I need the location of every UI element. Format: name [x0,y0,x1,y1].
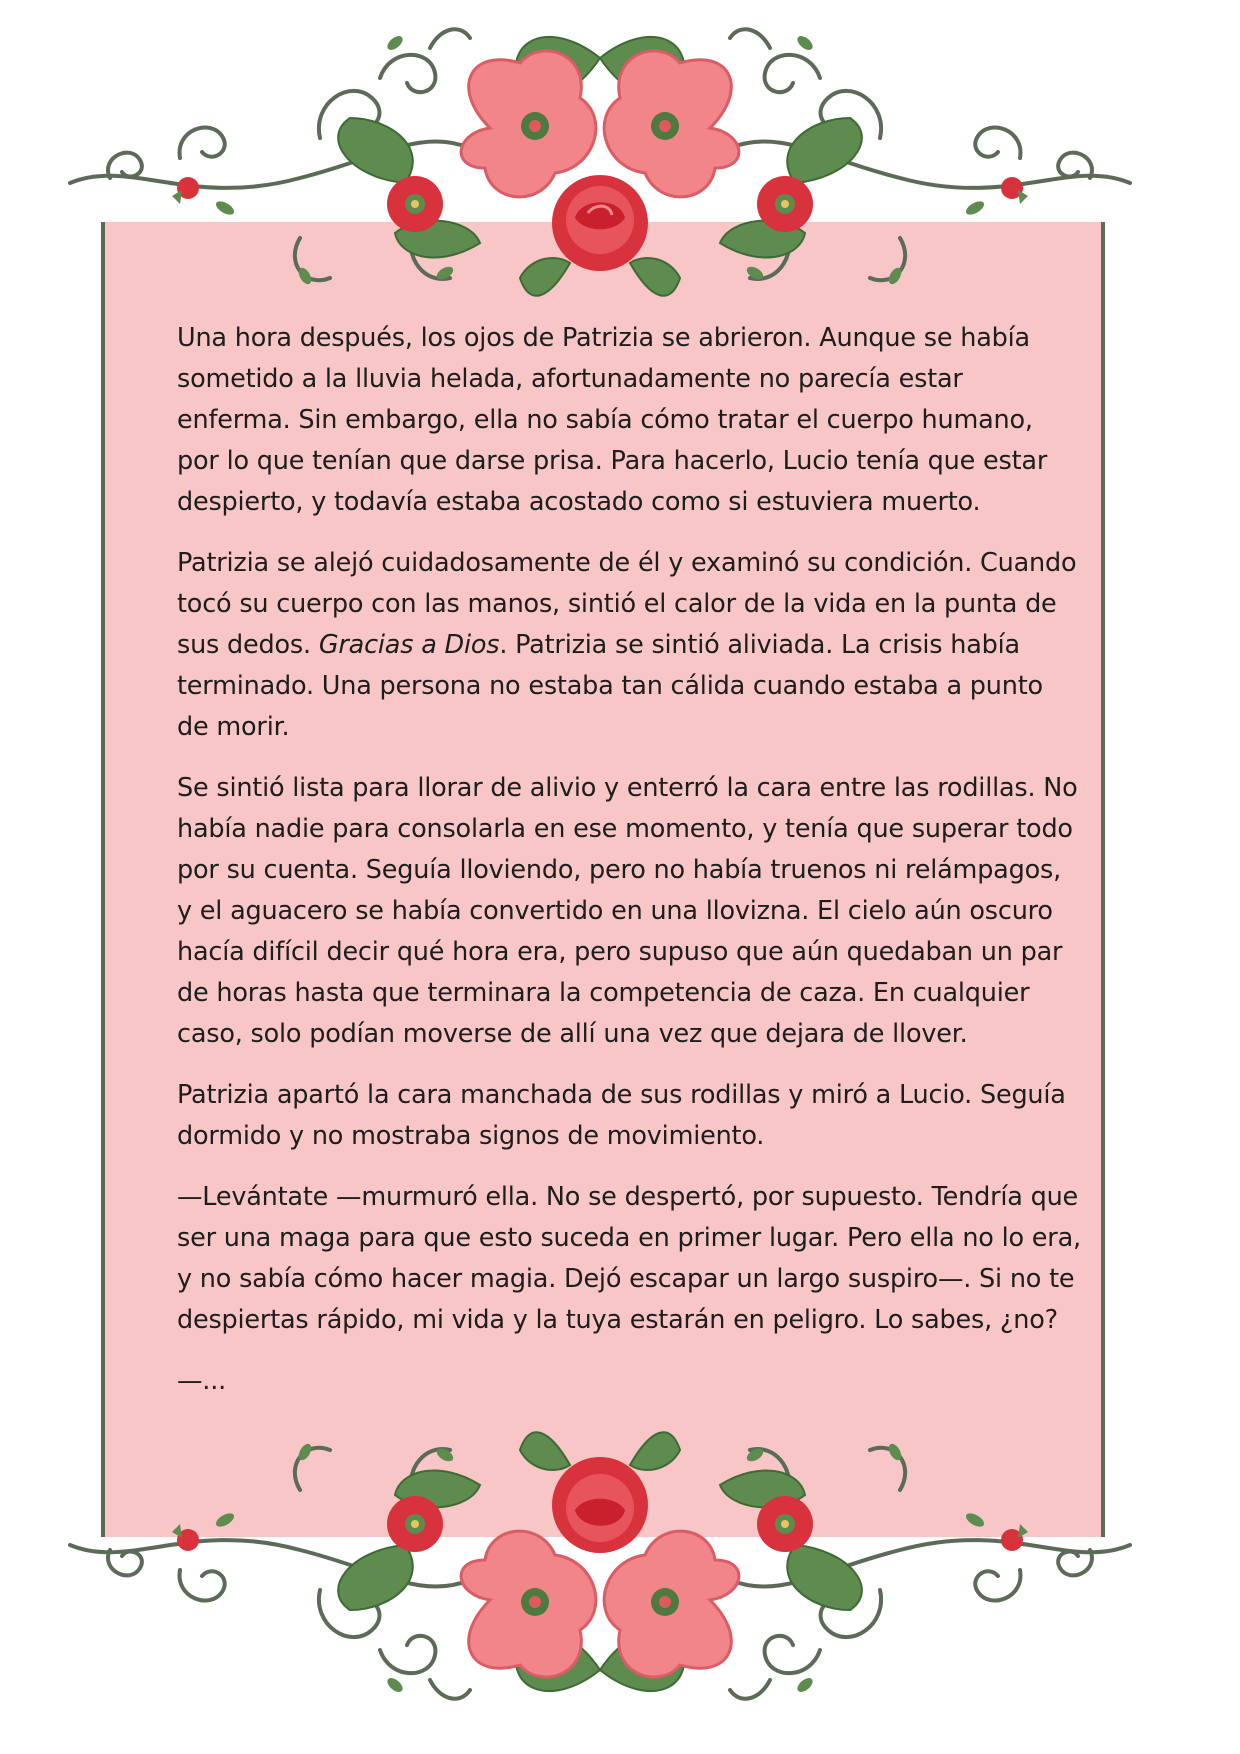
paragraph-2 [177,543,1082,748]
italic-phrase: Gracias a Dios [318,630,500,660]
flower-garland-icon [70,29,1130,295]
paragraph-5: —Levántate —murmuró ella. No se despertó, por supuesto. Tendría que ser una maga para que esto suceda en primer lugar. Pero ella no lo era, y no sabía cómo hacer magia. Dejó escapar un largo suspiro—. Si no te despiertas rápido, mi vida y la tuya estarán en peligro. Lo sabes, ¿no? [177,1182,1081,1335]
paragraph-1: Una hora después, los ojos de Patrizia se abrieron. Aunque se había sometido a la lluvia helada, afortunadamente no parecía estar enferma. Sin embargo, ella no sabía cómo tratar el cuerpo humano, por lo que tenían que darse prisa. Para hacerlo, Lucio tenía que estar despierto, y todavía estaba acostado como si estuviera muerto. [177,323,1048,517]
paragraph-3: Se sintió lista para llorar de alivio y enterró la cara entre las rodillas. No había nadie para consolarla en ese momento, y tenía que superar todo por su cuenta. Seguía lloviendo, pero no había truenos ni relámpagos, y el aguacero se había convertido en una llovizna. El cielo aún oscuro hacía difícil decir qué hora era, pero supuso que aún quedaban un par de horas hasta que terminara la competencia de caza. En cualquier caso, solo podían moverse de allí una vez que dejara de llover. [177,773,1078,1049]
floral-ornament-bottom [50,1420,1150,1720]
paragraph-4: Patrizia apartó la cara manchada de sus rodillas y miró a Lucio. Seguía dormido y no mostraba signos de movimiento. [177,1080,1066,1151]
paragraph-6: —... [177,1366,227,1396]
story-text [177,318,1082,1402]
paragraph-2-start: Patrizia se alejó cuidadosamente de él y examinó su condición. Cuando tocó su cuerpo con las manos, sintió el calor de la vida en la punta de sus dedos. [177,548,1077,660]
paragraph-2-end: . Patrizia se sintió aliviada. La crisis había terminado. Una persona no estaba tan cálida cuando estaba a punto de morir. [177,630,1043,742]
flower-garland-icon [70,1432,1130,1698]
floral-ornament-top [50,8,1150,308]
